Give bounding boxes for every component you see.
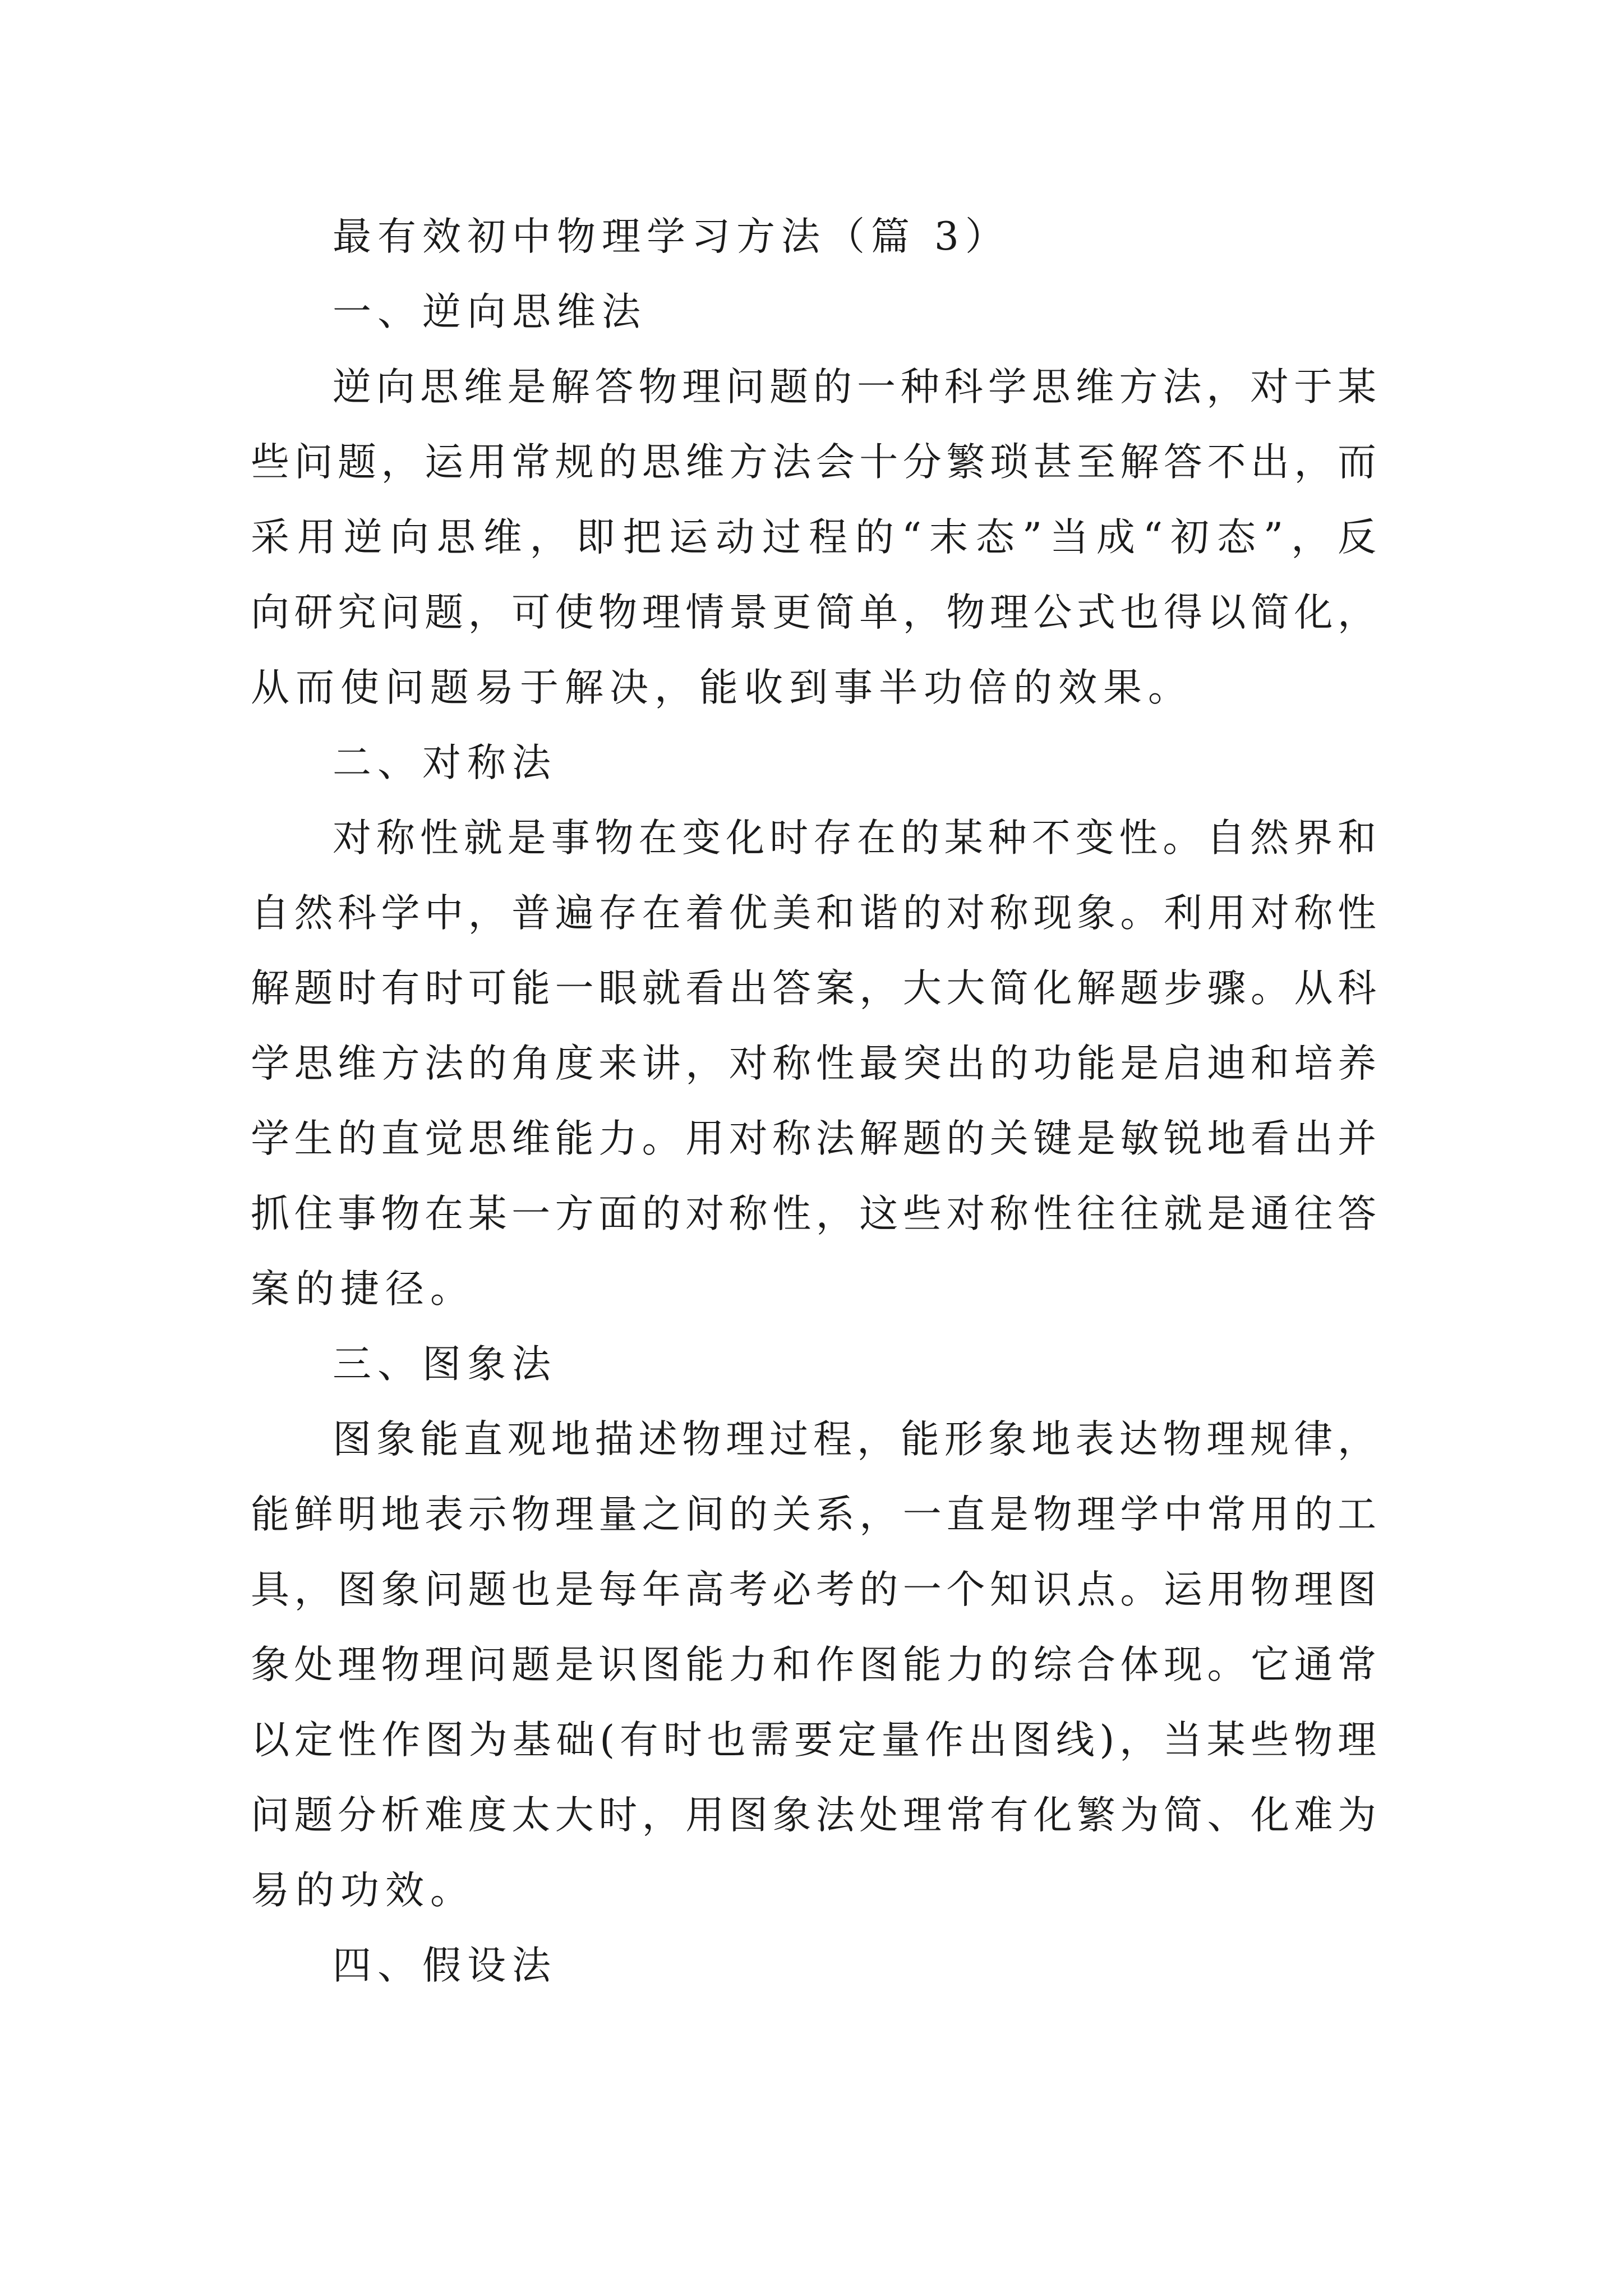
section-heading-graph-method: 三、图象法 (333, 1342, 557, 1387)
paragraph-line: 具，图象问题也是每年高考必考的一个知识点。运用物理图 (251, 1567, 1376, 1612)
paragraph-line: 象处理物理问题是识图能力和作图能力的综合体现。它通常 (251, 1642, 1376, 1687)
paragraph-line: 学思维方法的角度来讲，对称性最突出的功能是启迪和培养 (251, 1041, 1376, 1086)
paragraph-line: 易的功效。 (251, 1868, 475, 1913)
paragraph-line: 自然科学中，普遍存在着优美和谐的对称现象。利用对称性 (251, 891, 1376, 936)
paragraph-line: 案的捷径。 (251, 1267, 475, 1312)
paragraph-line: 逆向思维是解答物理问题的一种科学思维方法，对于某 (333, 365, 1376, 409)
paragraph-line: 对称性就是事物在变化时存在的某种不变性。自然界和 (333, 816, 1376, 861)
section-heading-symmetry: 二、对称法 (333, 740, 557, 785)
paragraph-line: 图象能直观地描述物理过程，能形象地表达物理规律， (333, 1417, 1376, 1462)
paragraph-line: 解题时有时可能一眼就看出答案，大大简化解题步骤。从科 (251, 966, 1376, 1011)
section-heading-reverse-thinking: 一、逆向思维法 (333, 289, 647, 334)
paragraph-line: 抓住事物在某一方面的对称性，这些对称性往往就是通往答 (251, 1191, 1376, 1236)
paragraph-line: 能鲜明地表示物理量之间的关系，一直是物理学中常用的工 (251, 1492, 1376, 1537)
document-body (251, 199, 1376, 2003)
paragraph-line: 以定性作图为基础(有时也需要定量作出图线)，当某些物理 (251, 1718, 1376, 1763)
paragraph-line: 问题分析难度太大时，用图象法处理常有化繁为简、化难为 (251, 1793, 1376, 1838)
paragraph-line: 向研究问题，可使物理情景更简单，物理公式也得以简化， (251, 590, 1376, 635)
paragraph-line: 学生的直觉思维能力。用对称法解题的关键是敏锐地看出并 (251, 1116, 1376, 1161)
paragraph-line: 些问题，运用常规的思维方法会十分繁琐甚至解答不出，而 (251, 440, 1376, 485)
paragraph-line: 采用逆向思维，即把运动过程的“末态”当成“初态”，反 (251, 515, 1376, 560)
document-title: 最有效初中物理学习方法（篇 3） (333, 214, 1010, 259)
paragraph-line: 从而使问题易于解决，能收到事半功倍的效果。 (251, 665, 1193, 710)
section-heading-hypothesis: 四、假设法 (333, 1943, 557, 1988)
